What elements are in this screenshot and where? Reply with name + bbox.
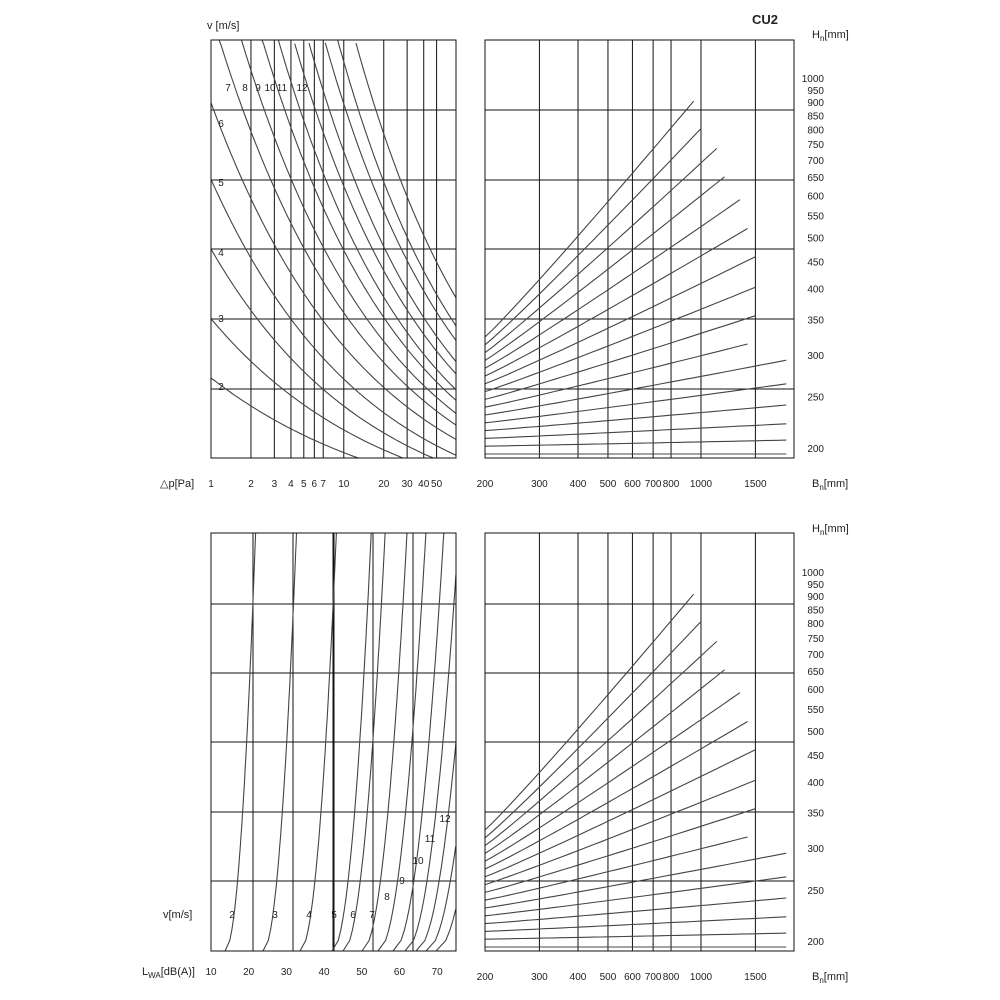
x-tick-label: 40 xyxy=(318,967,330,978)
x-tick-label: 20 xyxy=(378,479,390,490)
x-tick-label: 6 xyxy=(311,479,318,490)
pressure-curve xyxy=(295,44,456,374)
series-label: 2 xyxy=(229,910,235,921)
duct-curve xyxy=(485,641,717,845)
duct-curve xyxy=(485,148,717,352)
lwa-axis-label: $L_{WA}[dB(A)]$ xyxy=(142,966,195,980)
pressure-curve xyxy=(211,249,450,458)
y-tick-label: 250 xyxy=(807,392,824,404)
x-tick-label: 30 xyxy=(280,967,292,978)
series-label: 11 xyxy=(424,834,436,845)
x-tick-label: 700 xyxy=(644,479,662,490)
dp-axis-label: △p[Pa] xyxy=(160,478,195,490)
duct-curve xyxy=(485,693,740,862)
duct-curve xyxy=(485,316,755,400)
pressure-curve xyxy=(219,40,456,425)
x-tick-label: 1 xyxy=(208,479,214,490)
y-tick-label: 500 xyxy=(807,233,824,245)
v-axis-label: v [m/s] xyxy=(207,20,240,32)
y-tick-label: 300 xyxy=(807,844,824,856)
series-label: 4 xyxy=(306,910,312,921)
x-tick-label: 5 xyxy=(301,479,307,490)
x-tick-label: 300 xyxy=(531,972,548,983)
x-tick-label: 7 xyxy=(320,479,326,490)
duct-curve xyxy=(485,621,701,838)
y-tick-label: 900 xyxy=(807,98,824,110)
y-tick-label: 200 xyxy=(807,444,824,455)
series-label: 8 xyxy=(384,892,390,903)
x-tick-label: 600 xyxy=(624,479,641,490)
y-tick-label: 950 xyxy=(807,85,824,97)
y-tick-label: 1000 xyxy=(801,568,824,579)
pressure-curve xyxy=(309,43,456,362)
series-label: 9 xyxy=(399,876,405,887)
x-tick-label: 400 xyxy=(569,479,587,490)
y-tick-label: 350 xyxy=(807,808,824,820)
duct-curve xyxy=(485,128,701,345)
y-tick-label: 400 xyxy=(807,284,824,296)
pressure-curve xyxy=(356,43,456,298)
pressure-curve xyxy=(211,378,376,458)
series-label: 7 xyxy=(369,910,375,921)
y-tick-label: 950 xyxy=(807,579,824,591)
y-tick-label: 750 xyxy=(807,633,824,645)
series-label: 2 xyxy=(218,382,224,393)
duct-curve xyxy=(485,670,725,854)
sound-curve xyxy=(426,847,456,952)
y-tick-label: 800 xyxy=(807,125,824,137)
x-tick-label: 70 xyxy=(431,967,443,978)
pressure-curve xyxy=(211,319,421,458)
y-tick-label: 650 xyxy=(807,666,824,678)
series-label: 10 xyxy=(264,83,276,94)
x-tick-label: 1000 xyxy=(689,479,713,490)
series-label: 8 xyxy=(242,83,248,94)
sound-power-panel xyxy=(211,533,456,951)
duct-curve xyxy=(485,917,786,932)
y-tick-label: 650 xyxy=(807,173,824,185)
x-tick-label: 2 xyxy=(248,479,254,490)
series-label: 5 xyxy=(218,178,224,189)
series-label: 5 xyxy=(331,910,337,921)
y-tick-label: 700 xyxy=(807,649,824,661)
x-tick-label: 40 xyxy=(418,479,430,490)
x-tick-label: 200 xyxy=(476,972,494,983)
x-tick-label: 700 xyxy=(644,972,662,983)
x-tick-label: 4 xyxy=(288,479,294,490)
duct-curve xyxy=(485,360,786,415)
duct-curve xyxy=(485,384,786,423)
b-axis-label-bottom: $B_n[mm]$ xyxy=(812,971,849,985)
duct-curve xyxy=(485,809,755,893)
x-tick-label: 200 xyxy=(476,479,494,490)
x-tick-label: 50 xyxy=(356,967,368,978)
duct-size-panel-top xyxy=(485,40,794,458)
y-tick-label: 550 xyxy=(807,211,824,223)
x-tick-label: 500 xyxy=(599,972,617,983)
duct-curve xyxy=(485,877,786,916)
duct-size-panel-bottom xyxy=(485,533,794,951)
x-tick-label: 500 xyxy=(599,479,617,490)
y-tick-label: 550 xyxy=(807,705,824,717)
duct-curve xyxy=(485,177,725,361)
y-tick-label: 700 xyxy=(807,155,824,167)
series-label: 12 xyxy=(439,814,451,825)
x-tick-label: 10 xyxy=(338,479,350,490)
x-tick-label: 300 xyxy=(531,479,548,490)
h-axis-label-top: $H_n[mm]$ xyxy=(812,29,849,43)
series-label: 3 xyxy=(218,314,224,325)
duct-curve xyxy=(485,933,786,939)
duct-curve xyxy=(485,424,786,439)
pressure-curve xyxy=(211,179,456,455)
series-label: 9 xyxy=(255,83,261,94)
x-tick-label: 10 xyxy=(205,967,217,978)
y-tick-label: 450 xyxy=(807,751,824,763)
sound-curve xyxy=(416,742,456,951)
series-label: 6 xyxy=(350,910,356,921)
duct-curve xyxy=(485,440,786,446)
y-tick-label: 850 xyxy=(807,111,824,123)
y-tick-label: 350 xyxy=(807,315,824,327)
x-tick-label: 1000 xyxy=(689,972,713,983)
x-tick-label: 600 xyxy=(624,972,641,983)
x-tick-label: 3 xyxy=(271,479,278,490)
chart-title: CU2 xyxy=(752,12,779,27)
y-tick-label: 400 xyxy=(807,778,824,790)
x-tick-label: 50 xyxy=(431,479,443,490)
y-tick-label: 300 xyxy=(807,350,824,362)
pressure-drop-panel xyxy=(211,40,456,458)
x-tick-label: 800 xyxy=(662,479,680,490)
series-label: 7 xyxy=(225,83,231,94)
y-tick-label: 750 xyxy=(807,140,824,152)
y-tick-label: 600 xyxy=(807,191,824,203)
series-label: 11 xyxy=(276,83,288,94)
b-axis-label-top: $B_n[mm]$ xyxy=(812,478,849,492)
y-tick-label: 500 xyxy=(807,726,824,738)
x-tick-label: 1500 xyxy=(744,479,767,490)
y-tick-label: 450 xyxy=(807,257,824,269)
h-axis-label-bottom: $H_n[mm]$ xyxy=(812,523,849,537)
y-tick-label: 600 xyxy=(807,685,824,697)
y-tick-label: 850 xyxy=(807,605,824,617)
series-label: 4 xyxy=(218,248,224,259)
y-tick-label: 900 xyxy=(807,592,824,604)
x-tick-label: 400 xyxy=(569,972,587,983)
series-label: 12 xyxy=(296,83,308,94)
v-axis-label-bottom: v[m/s] xyxy=(163,909,193,921)
x-tick-label: 800 xyxy=(662,972,680,983)
duct-curve xyxy=(485,200,740,369)
y-tick-label: 800 xyxy=(807,619,824,631)
series-label: 10 xyxy=(412,856,424,867)
y-tick-label: 1000 xyxy=(801,74,824,85)
x-tick-label: 60 xyxy=(393,967,406,978)
y-tick-label: 250 xyxy=(807,885,824,897)
series-label: 6 xyxy=(218,119,224,130)
x-tick-label: 30 xyxy=(401,479,413,490)
y-tick-label: 200 xyxy=(807,937,824,948)
x-tick-label: 1500 xyxy=(744,972,767,983)
series-label: 3 xyxy=(272,910,278,921)
x-tick-label: 20 xyxy=(243,967,255,978)
